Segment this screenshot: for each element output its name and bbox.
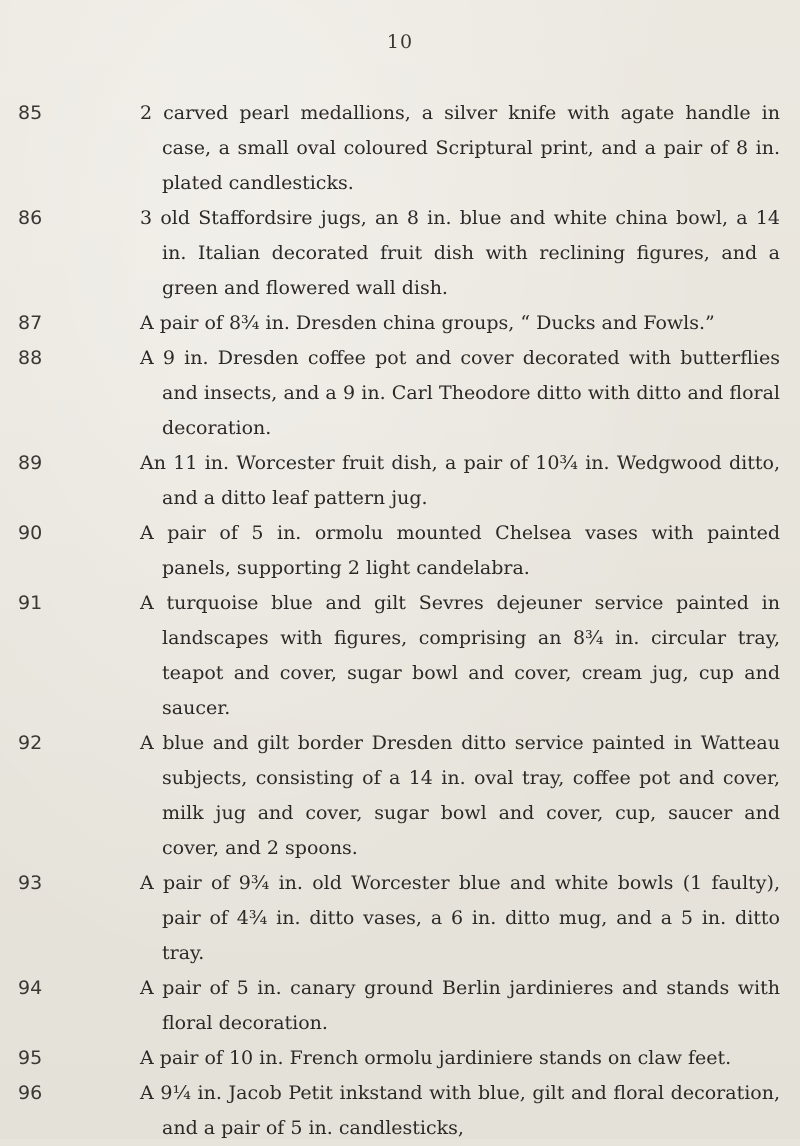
lot-number: 95	[18, 1047, 43, 1069]
lot-description: A pair of 5 in. ormolu mounted Chelsea vases with painted panels, supporting 2 light candelabra.	[140, 522, 780, 579]
lot-description: A 9¼ in. Jacob Petit inkstand with blue, gilt and floral decoration, and a pair of 5 in. candlesticks,	[140, 1082, 780, 1139]
lot-description: A pair of 8¾ in. Dresden china groups, “ Ducks and Fowls.”	[140, 312, 715, 334]
lot-number: 85	[18, 102, 43, 124]
lot-description: A turquoise blue and gilt Sevres dejeuner service painted in landscapes with figures, comprising an 8¾ in. circular tray, teapot and cover, sugar bowl and cover, cream jug, cup and saucer.	[140, 592, 780, 719]
lot-number: 89	[18, 452, 43, 474]
lot-number: 94	[18, 977, 43, 999]
lot-number: 87	[18, 312, 43, 334]
page-number: 10	[386, 31, 414, 53]
lot-description: A 9 in. Dresden coffee pot and cover decorated with butterflies and insects, and a 9 in. Carl Theodore ditto with ditto and floral decoration.	[140, 347, 780, 439]
lot-number: 86	[18, 207, 43, 229]
lot-description: A blue and gilt border Dresden ditto service painted in Watteau subjects, consisting of a 14 in. oval tray, coffee pot and cover, milk jug and cover, sugar bowl and cover, cup, saucer and cover, and 2 spoons.	[140, 732, 780, 859]
lot-description: 2 carved pearl medallions, a silver knife with agate handle in case, a small oval coloured Scriptural print, and a pair of 8 in. plated candlesticks.	[140, 102, 780, 194]
lot-description: A pair of 9¾ in. old Worcester blue and white bowls (1 faulty), pair of 4¾ in. ditto vases, a 6 in. ditto mug, and a 5 in. ditto tray.	[140, 872, 780, 964]
lot-number: 91	[18, 592, 43, 614]
lot-number: 90	[18, 522, 43, 544]
lot-description: An 11 in. Worcester fruit dish, a pair of 10¾ in. Wedgwood ditto, and a ditto leaf pattern jug.	[140, 452, 780, 509]
lot-number: 96	[18, 1082, 43, 1104]
lot-description: A pair of 10 in. French ormolu jardiniere stands on claw feet.	[140, 1047, 732, 1069]
lot-number: 88	[18, 347, 43, 369]
lot-number: 93	[18, 872, 43, 894]
lot-description: 3 old Staffordsire jugs, an 8 in. blue and white china bowl, a 14 in. Italian decorated fruit dish with reclining figures, and a green and flowered wall dish.	[140, 207, 780, 299]
lot-description: A pair of 5 in. canary ground Berlin jardinieres and stands with floral decoration.	[140, 977, 780, 1034]
lot-number: 92	[18, 732, 43, 754]
